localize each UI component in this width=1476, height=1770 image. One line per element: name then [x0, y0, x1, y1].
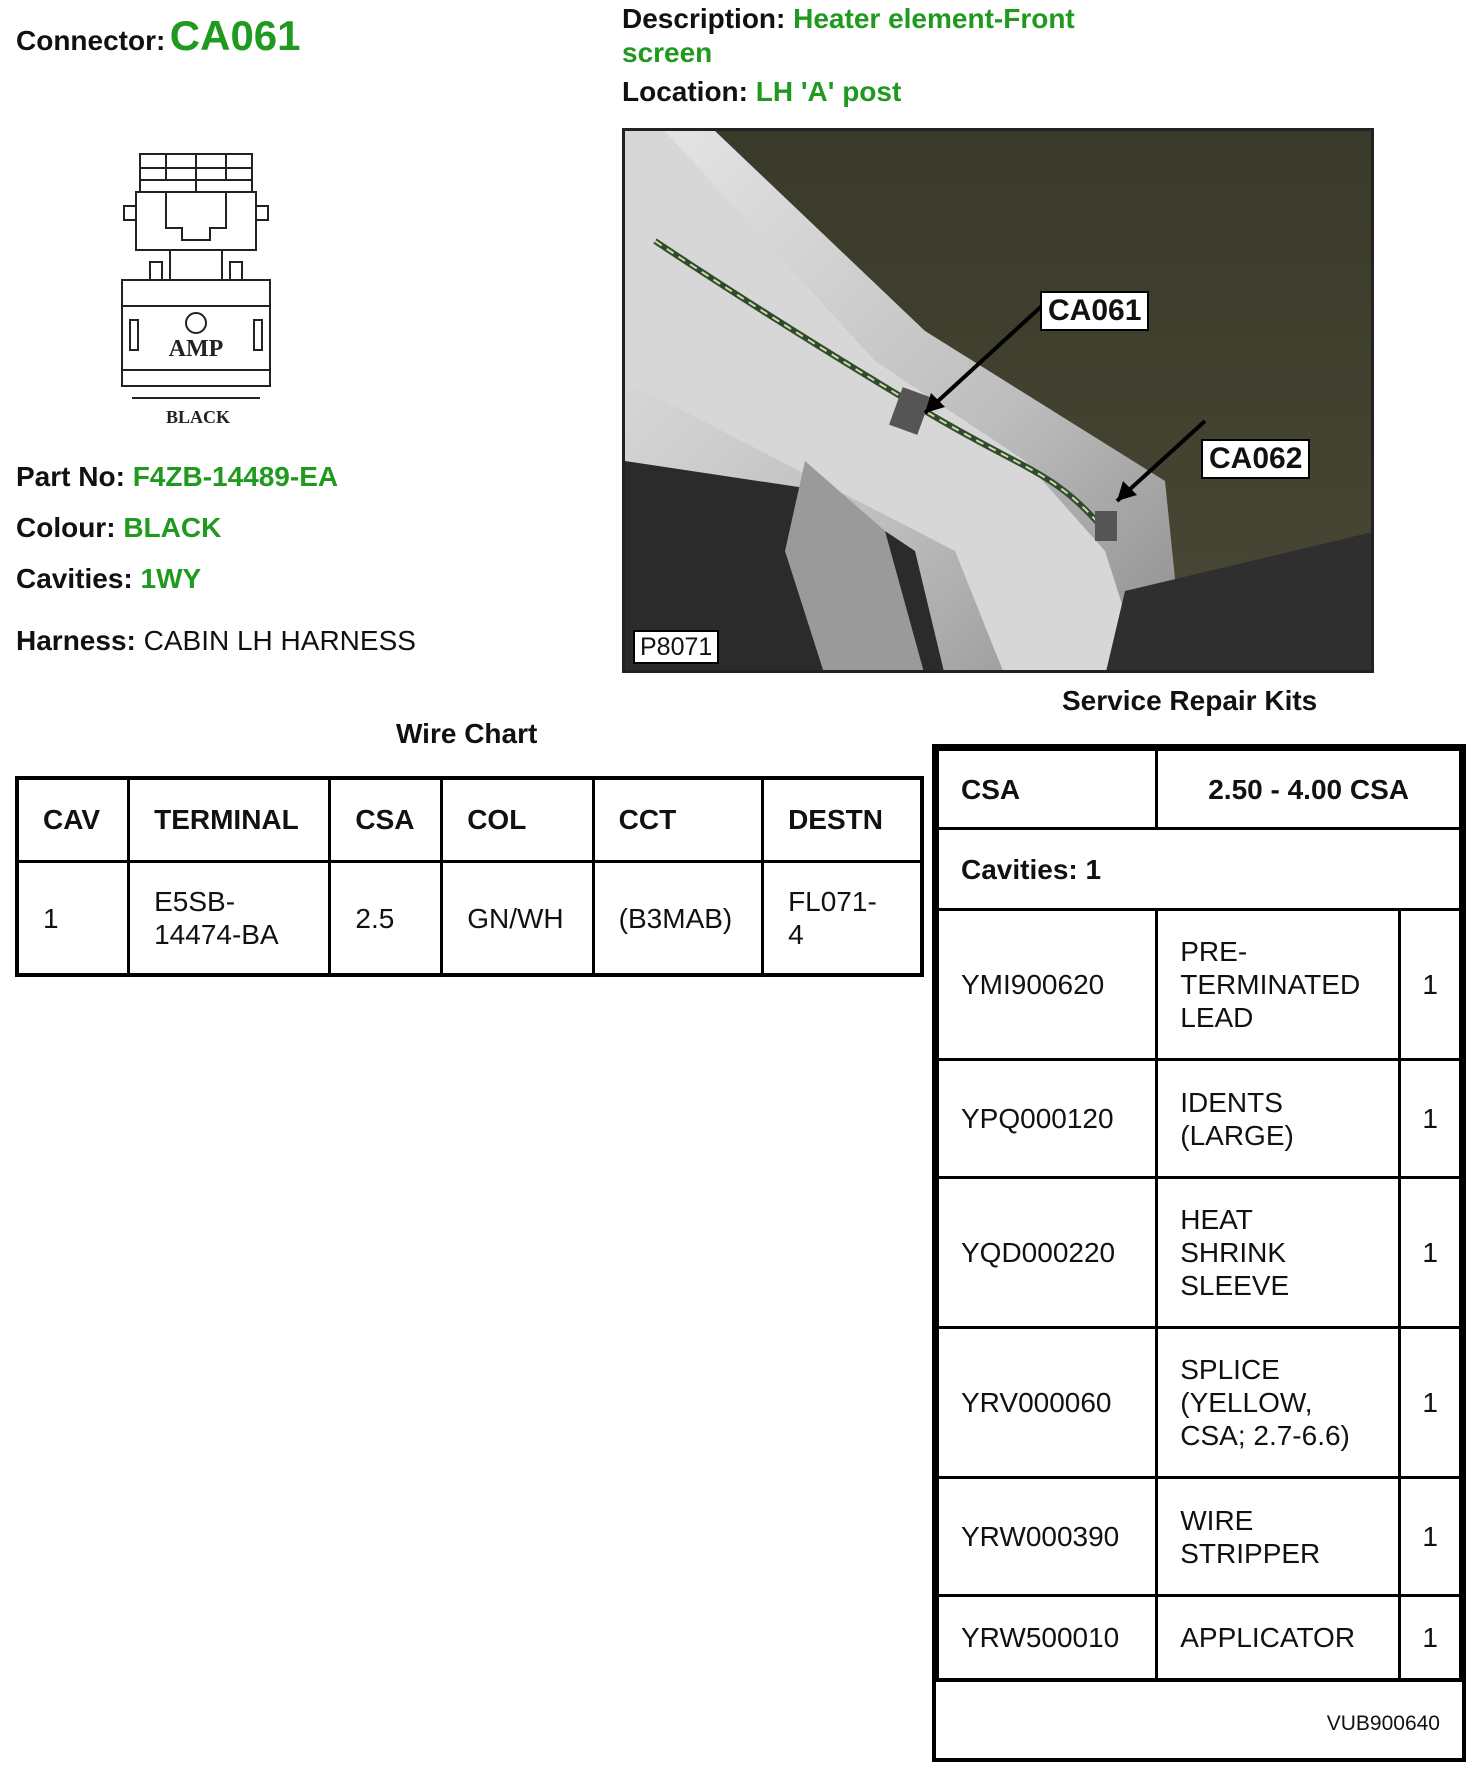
- location-label: Location:: [622, 76, 748, 107]
- col-header-cav: CAV: [17, 778, 129, 862]
- connector-id: CA061: [169, 12, 301, 59]
- kit-description: APPLICATOR: [1157, 1596, 1400, 1680]
- photo-id-label: P8071: [633, 630, 719, 664]
- description-block: [622, 2, 1075, 70]
- cell-col: GN/WH: [442, 862, 593, 976]
- repair-kits-panel: [932, 744, 1466, 1762]
- table-row: [938, 1328, 1461, 1478]
- col-header-col: COL: [442, 778, 593, 862]
- photo-callout-ca062: CA062: [1201, 439, 1310, 479]
- location-value: LH 'A' post: [755, 76, 902, 107]
- kit-description: [1157, 1328, 1400, 1478]
- repair-kits-table: [936, 748, 1462, 1681]
- kit-quantity: 1: [1400, 910, 1461, 1060]
- csa-range-value: 2.50 - 4.00 CSA: [1157, 750, 1461, 829]
- table-row: [938, 1178, 1461, 1328]
- location-block: [622, 76, 901, 108]
- kit-description: [1157, 1060, 1400, 1178]
- table-row: [938, 1596, 1461, 1680]
- diagram-colour-caption: BLACK: [165, 407, 231, 427]
- col-header-terminal: TERMINAL: [129, 778, 330, 862]
- cell-destn-line2: 4: [788, 919, 804, 950]
- connector-label: Connector:: [16, 25, 166, 56]
- harness-label: Harness:: [16, 625, 136, 656]
- repair-kits-csa-row: [938, 750, 1461, 829]
- kit-quantity: 1: [1400, 1178, 1461, 1328]
- kit-description-line: PRE-: [1180, 936, 1248, 967]
- kit-part-number: YPQ000120: [938, 1060, 1157, 1178]
- kit-part-number: YMI900620: [938, 910, 1157, 1060]
- kit-part-number: YRW500010: [938, 1596, 1157, 1680]
- part-info: [16, 460, 416, 658]
- kit-quantity: 1: [1400, 1478, 1461, 1596]
- cell-cav: 1: [17, 862, 129, 976]
- photo-callout-ca061: CA061: [1040, 291, 1149, 331]
- kit-description-line: (YELLOW,: [1180, 1387, 1313, 1418]
- kit-description: [1157, 1178, 1400, 1328]
- description-value-line1: Heater element-Front: [793, 3, 1075, 34]
- wire-chart-table: [15, 776, 924, 977]
- kit-description-line: TERMINATED: [1180, 969, 1361, 1000]
- cell-terminal-line2: 14474-BA: [154, 919, 279, 950]
- kit-description-line: IDENTS: [1180, 1086, 1283, 1118]
- photo-illustration: [625, 131, 1374, 673]
- repair-kits-footer: [936, 1678, 1462, 1758]
- colour-value: BLACK: [123, 512, 222, 543]
- kit-description-line: HEAT: [1180, 1204, 1253, 1235]
- col-header-destn: DESTN: [763, 778, 922, 862]
- description-value-line2: screen: [622, 37, 713, 68]
- kit-code: VUB900640: [1326, 1712, 1440, 1735]
- description-label: Description:: [622, 3, 786, 34]
- table-row: [938, 910, 1461, 1060]
- repair-kits-cavities-row: [938, 829, 1461, 910]
- repair-kits-cavities: Cavities: 1: [938, 829, 1461, 910]
- kit-part-number: YRV000060: [938, 1328, 1157, 1478]
- harness-value: CABIN LH HARNESS: [143, 625, 416, 656]
- diagram-brand-text: AMP: [168, 336, 224, 362]
- cell-cct: (B3MAB): [593, 862, 762, 976]
- kit-part-number: YRW000390: [938, 1478, 1157, 1596]
- wire-chart-header-row: [17, 778, 922, 862]
- kit-description-line: SPLICE: [1180, 1354, 1280, 1385]
- table-row: [938, 1060, 1461, 1178]
- kit-description: [1157, 910, 1400, 1060]
- kit-description-line: SLEEVE: [1180, 1270, 1290, 1301]
- cavities-value: 1WY: [140, 563, 202, 594]
- kit-description-line: (LARGE): [1180, 1119, 1294, 1151]
- part-no-value: F4ZB-14489-EA: [132, 461, 339, 492]
- kit-description-line: LEAD: [1180, 1002, 1254, 1033]
- kit-description: [1157, 1478, 1400, 1596]
- kit-quantity: 1: [1400, 1328, 1461, 1478]
- col-header-cct: CCT: [593, 778, 762, 862]
- kit-part-number: YQD000220: [938, 1178, 1157, 1328]
- cell-terminal-line1: E5SB-: [154, 886, 236, 917]
- cell-terminal: [129, 862, 330, 976]
- part-no-label: Part No:: [16, 461, 125, 492]
- location-photo: [622, 128, 1374, 673]
- kit-description-line: SHRINK: [1180, 1237, 1287, 1268]
- table-row: [17, 862, 922, 976]
- kit-description-line: WIRE: [1180, 1504, 1254, 1536]
- repair-kits-title: Service Repair Kits: [1062, 685, 1318, 716]
- cell-destn-line1: FL071-: [788, 886, 877, 917]
- connector-diagram: [118, 148, 278, 428]
- colour-label: Colour:: [16, 512, 116, 543]
- kit-description-line: STRIPPER: [1180, 1537, 1321, 1569]
- wire-chart-title: Wire Chart: [396, 718, 538, 749]
- col-header-csa: CSA: [330, 778, 442, 862]
- cavities-label: Cavities:: [16, 563, 133, 594]
- cell-destn: [763, 862, 922, 976]
- connector-heading: [16, 12, 301, 60]
- table-row: [938, 1478, 1461, 1596]
- kit-quantity: 1: [1400, 1596, 1461, 1680]
- cell-csa: 2.5: [330, 862, 442, 976]
- kit-description-line: CSA; 2.7-6.6): [1180, 1420, 1350, 1451]
- kit-quantity: 1: [1400, 1060, 1461, 1178]
- csa-label: CSA: [938, 750, 1157, 829]
